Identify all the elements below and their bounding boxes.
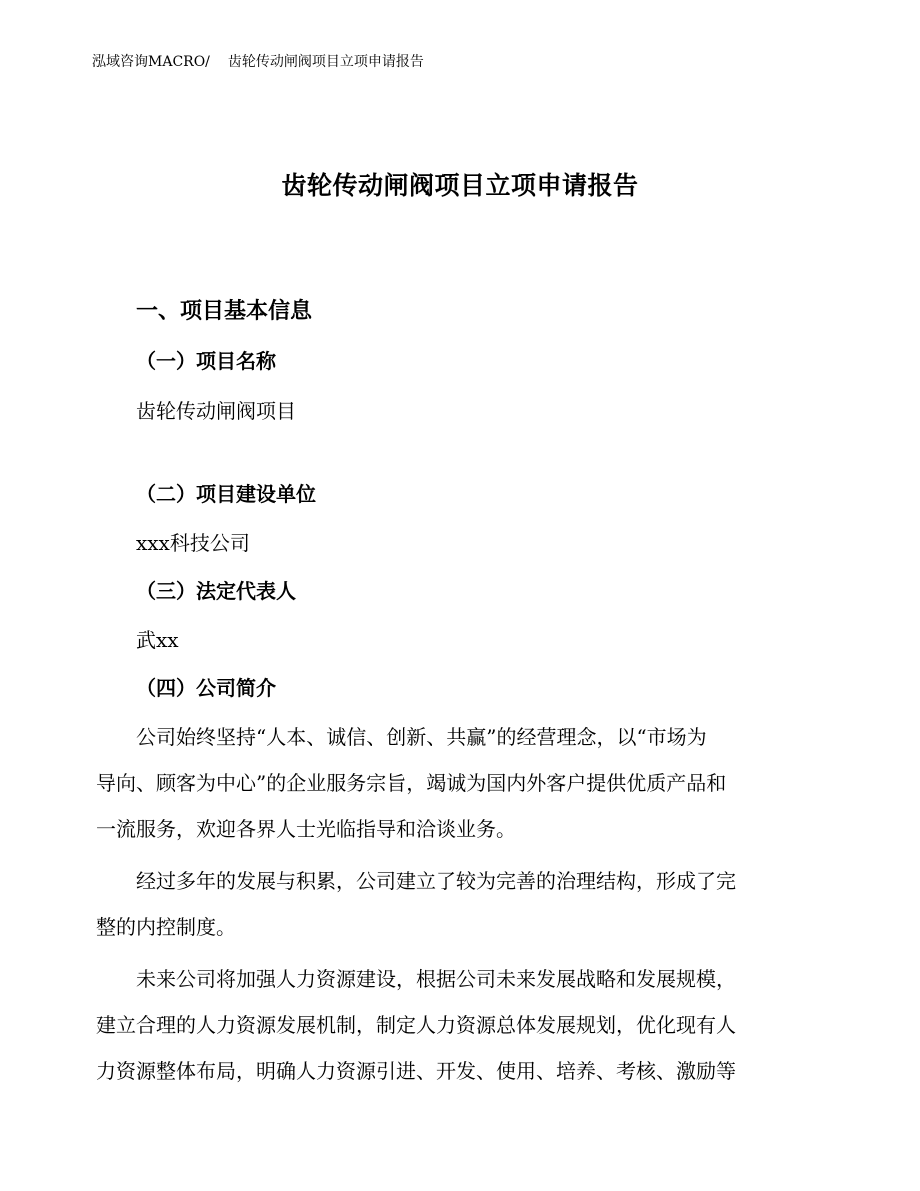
subheading-company-profile: （四）公司简介 [136,676,276,700]
construction-unit-value: xxx科技公司 [136,531,250,555]
paragraph-line: 导向、顾客为中心”的企业服务宗旨，竭诚为国内外客户提供优质产品和 [96,771,727,795]
paragraph-line: 力资源整体布局，明确人力资源引进、开发、使用、培养、考核、激励等 [96,1059,736,1083]
company-profile-paragraph-1 [96,714,824,852]
project-name-value: 齿轮传动闸阀项目 [136,399,296,423]
running-header [92,52,424,72]
paragraph-line: 整的内控制度。 [96,915,236,939]
subheading-legal-representative: （三）法定代表人 [136,579,296,603]
paragraph-line: 公司始终坚持“人本、诚信、创新、共赢”的经营理念，以“市场为 [136,725,707,749]
header-divider [92,78,828,79]
header-source: 泓域咨询MACRO/ [92,54,210,70]
subheading-project-name: （一）项目名称 [136,349,276,373]
section-heading-basic-info: 一、项目基本信息 [136,298,313,324]
paragraph-line: 建立合理的人力资源发展机制，制定人力资源总体发展规划，优化现有人 [96,1013,736,1037]
company-profile-paragraph-3 [96,956,824,1094]
company-profile-paragraph-2 [96,858,824,950]
paragraph-line: 一流服务，欢迎各界人士光临指导和洽谈业务。 [96,817,516,841]
paragraph-line: 未来公司将加强人力资源建设，根据公司未来发展战略和发展规模， [136,967,736,991]
header-doc-title: 齿轮传动闸阀项目立项申请报告 [227,54,424,70]
paragraph-line: 经过多年的发展与积累，公司建立了较为完善的治理结构，形成了完 [136,869,736,893]
legal-representative-value: 武xx [136,628,179,652]
subheading-construction-unit: （二）项目建设单位 [136,482,316,506]
document-title: 齿轮传动闸阀项目立项申请报告 [281,171,639,200]
